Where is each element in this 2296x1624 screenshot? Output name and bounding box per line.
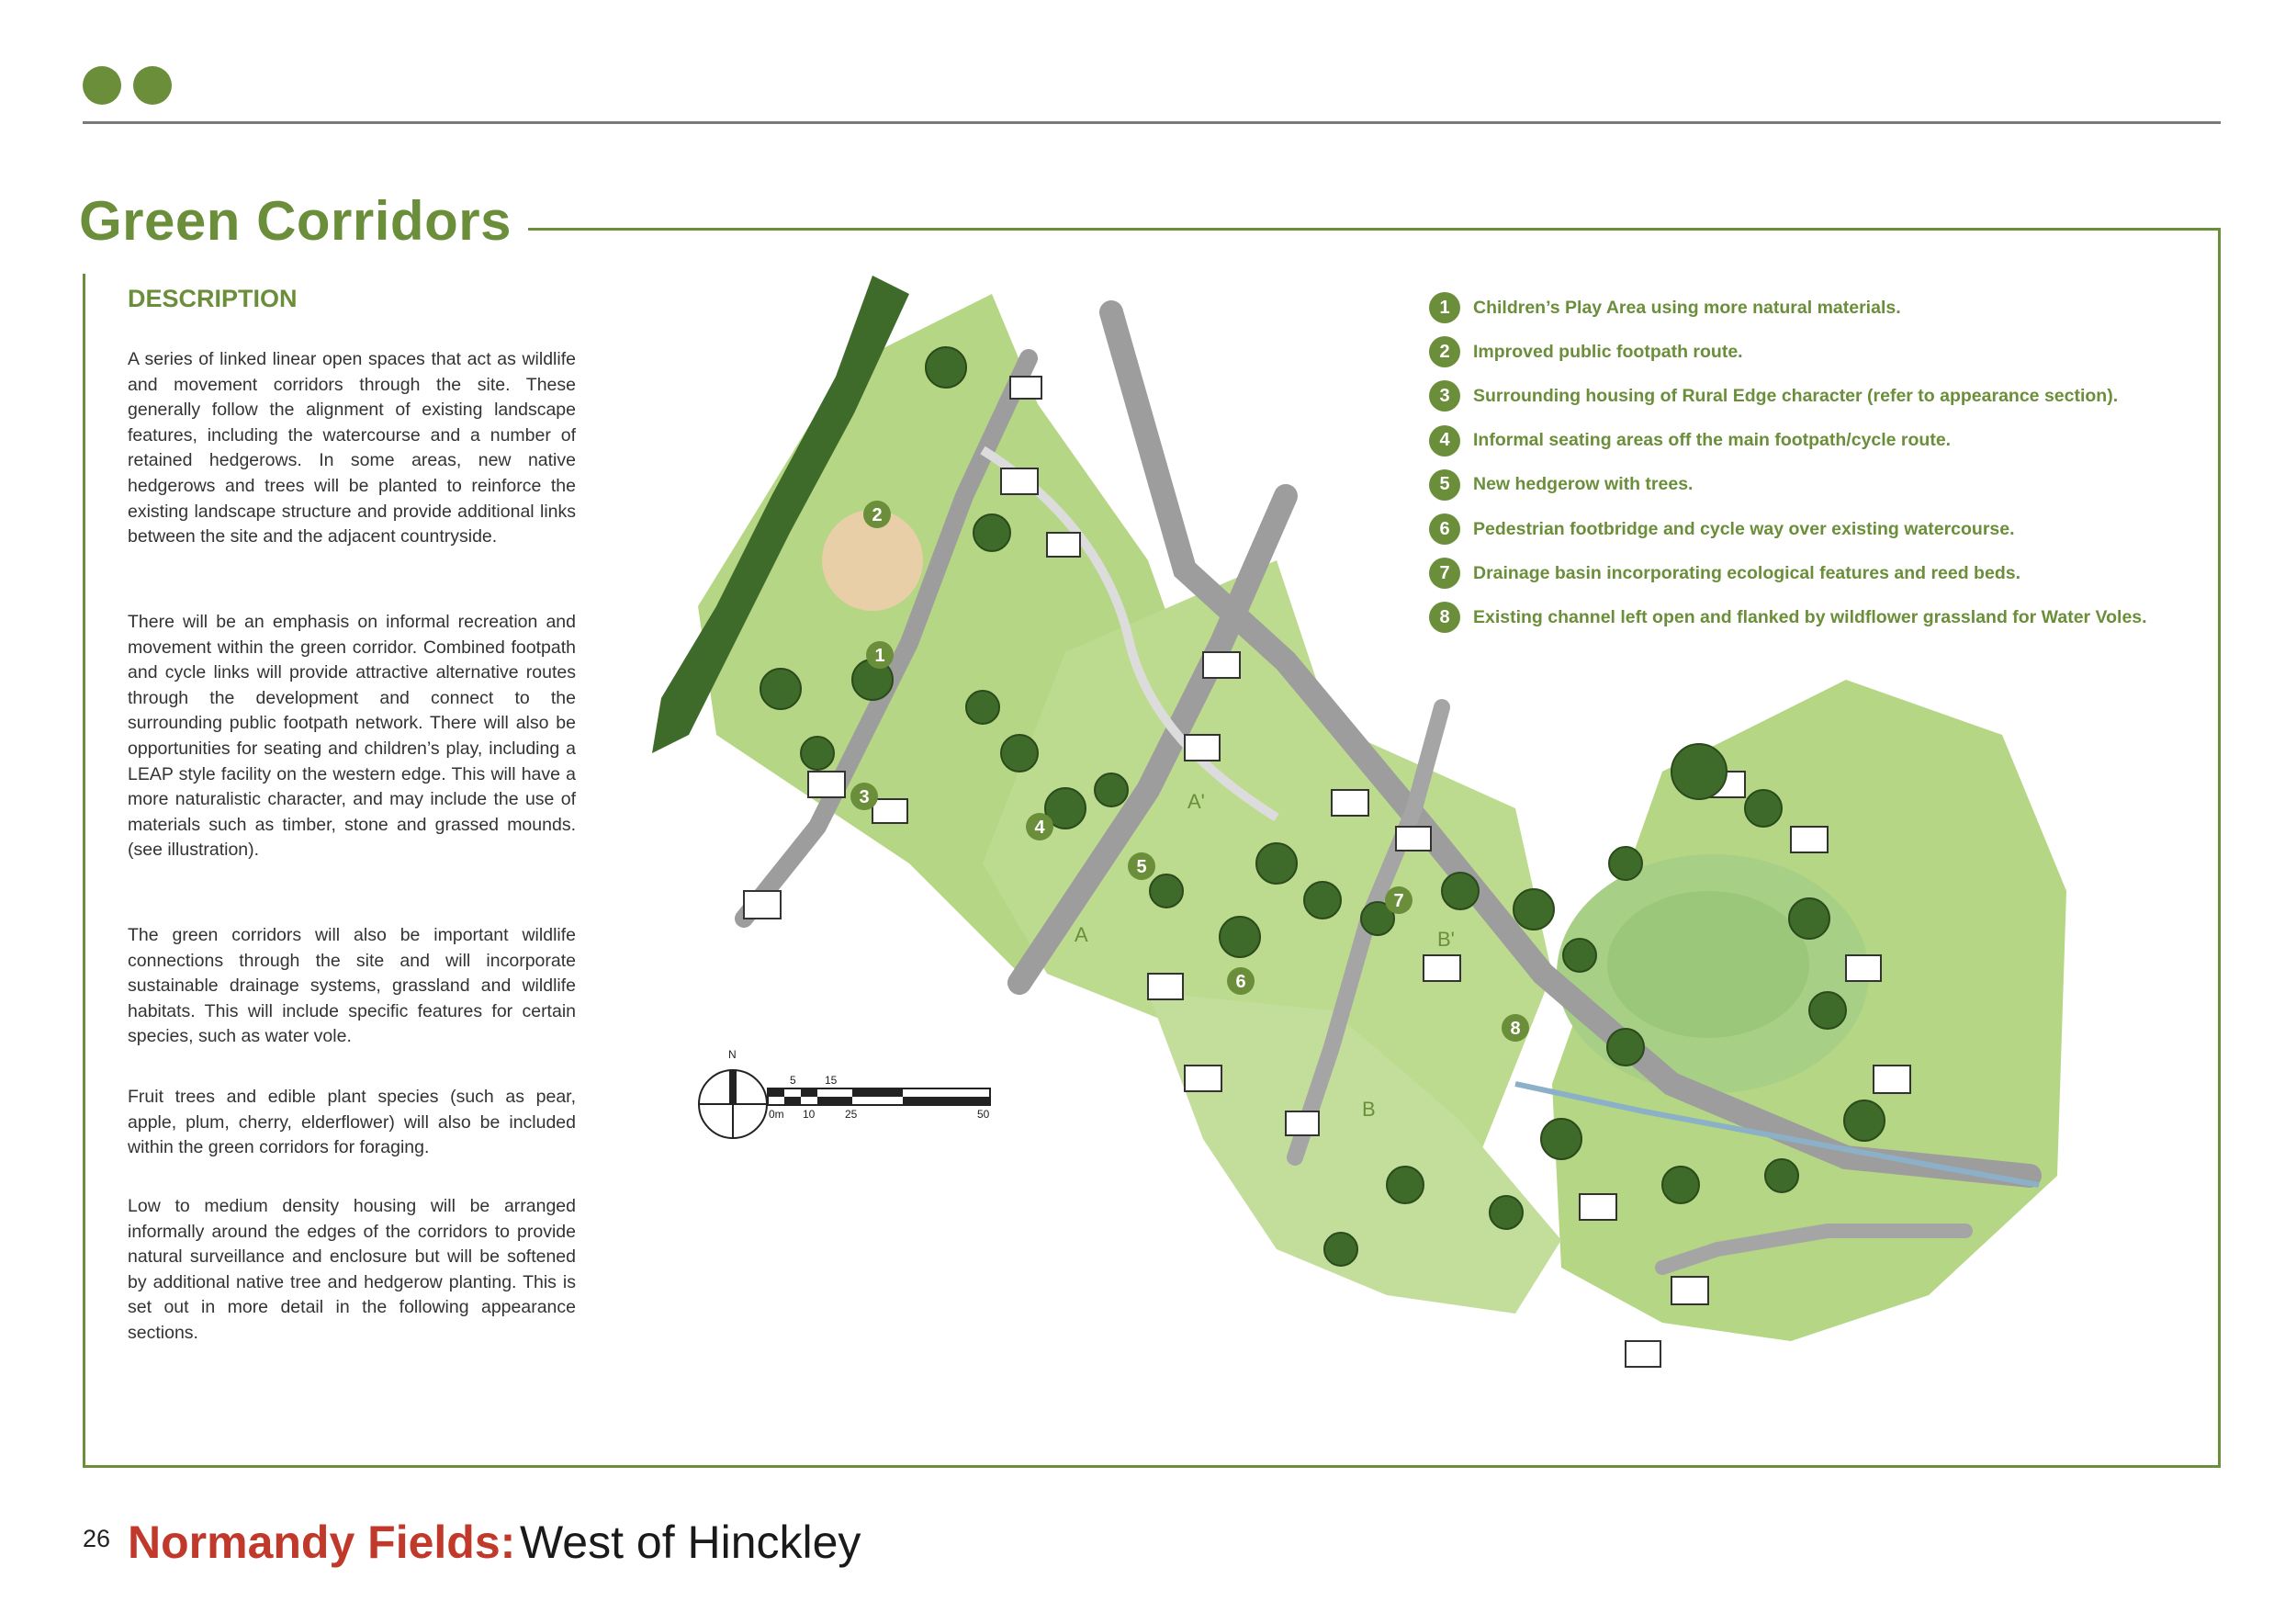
description-paragraph-5: Low to medium density housing will be arranged informally around the edges of the corridors to provide natural surveillance and enclosure but will be softened by additional native tree and hedgerow planting. This is set out in more detail in the following appearance sections. <box>128 1196 576 1343</box>
scale-label-25: 25 <box>845 1108 858 1121</box>
tree <box>1789 898 1829 939</box>
house <box>872 799 907 823</box>
section-label-b-prime: B' <box>1437 928 1455 951</box>
decor-dot-1 <box>83 66 121 105</box>
tree <box>926 347 966 388</box>
house <box>1424 955 1460 981</box>
legend-badge: 6 <box>1429 513 1460 545</box>
legend-item <box>1429 463 2219 507</box>
legend-text: Improved public footpath route. <box>1473 341 1743 362</box>
scale-label-5: 5 <box>790 1074 796 1087</box>
footer-place: West of Hinckley <box>520 1517 861 1568</box>
tree <box>1304 882 1341 919</box>
scale-bar <box>768 1074 990 1121</box>
legend-text: New hedgerow with trees. <box>1473 474 1694 495</box>
house <box>1580 1194 1616 1220</box>
house <box>1010 377 1041 399</box>
tree <box>760 669 801 709</box>
house <box>1396 827 1431 851</box>
description-heading: DESCRIPTION <box>128 285 298 312</box>
house <box>1791 827 1828 852</box>
house <box>1671 1277 1708 1304</box>
description-paragraph-1: A series of linked linear open spaces that act as wildlife and movement corridors through the site. These generally follow the alignment of existing landscape features, including the watercourse and a number of retained hedgerows. In some areas, new native hedgerows and trees will be planted to reinforce the existing landscape structure and provide additional links between the site and the adjacent countryside. <box>128 349 576 547</box>
scale-label-15: 15 <box>825 1074 838 1087</box>
legend-text: Children’s Play Area using more natural materials. <box>1473 297 1901 318</box>
legend-badge: 1 <box>1429 292 1460 323</box>
house <box>1148 974 1183 999</box>
house <box>1626 1341 1660 1367</box>
tree <box>1324 1233 1357 1266</box>
tree <box>1442 873 1479 909</box>
description-paragraph-3: The green corridors will also be important wildlife connections through the site and will incorporate sustainable drainage systems, grassland and wildlife habitats. This will include specific features for certain species, such as water vole. <box>128 925 576 1047</box>
legend-item <box>1429 419 2219 463</box>
house <box>1047 533 1080 557</box>
tree <box>1609 847 1642 880</box>
legend-badge: 4 <box>1429 425 1460 457</box>
description-paragraph-2: There will be an emphasis on informal recreation and movement within the green corridor. Combined footpath and cycle links will provide attractive alternative routes through the development and connect to the surrounding public footpath network. There will also be opportunities for seating and children’s play, including a LEAP style facility on the western edge. This will have a more naturalistic character, and may include the use of materials such as timber, stone and grassed mounds. (see illustration). <box>128 612 576 861</box>
frame-left-line <box>83 274 85 1468</box>
frame-top-line <box>528 228 2221 231</box>
legend-text: Surrounding housing of Rural Edge character (refer to appearance section). <box>1473 385 2119 406</box>
scale-label-10: 10 <box>803 1108 816 1121</box>
tree <box>1095 773 1128 806</box>
legend-item <box>1429 507 2219 551</box>
tree <box>1150 874 1183 908</box>
scale-label-0m: 0m <box>769 1108 784 1121</box>
section-label-a-prime: A' <box>1187 790 1205 813</box>
decor-dot-2 <box>133 66 172 105</box>
map-marker-label-6: 6 <box>1235 972 1246 992</box>
house <box>1846 955 1881 981</box>
legend-item <box>1429 286 2219 330</box>
section-label-b: B <box>1362 1098 1376 1121</box>
tree <box>1662 1167 1699 1203</box>
map-marker-label-5: 5 <box>1136 857 1147 877</box>
legend-badge: 8 <box>1429 602 1460 633</box>
tree <box>1563 939 1596 972</box>
map-marker-label-8: 8 <box>1510 1019 1521 1039</box>
tree <box>1809 992 1846 1029</box>
tree <box>966 691 999 724</box>
house <box>1332 790 1368 816</box>
section-label-a: A <box>1075 923 1088 946</box>
legend-text: Drainage basin incorporating ecological features and reed beds. <box>1473 562 2020 583</box>
page-title: Green Corridors <box>79 190 512 252</box>
tree <box>1001 735 1038 772</box>
tree <box>974 514 1010 551</box>
legend-item <box>1429 330 2219 374</box>
tree <box>1256 843 1297 884</box>
legend-text: Informal seating areas off the main footpath/cycle route. <box>1473 430 1952 451</box>
map-marker-label-4: 4 <box>1034 818 1045 838</box>
tree <box>1765 1159 1798 1192</box>
legend-item <box>1429 374 2219 418</box>
house <box>1203 652 1240 678</box>
house <box>1286 1111 1319 1135</box>
north-arrow <box>699 1048 767 1138</box>
north-label: N <box>728 1048 737 1061</box>
header-rule <box>83 121 2221 124</box>
tree <box>1745 790 1782 827</box>
tree <box>1490 1196 1523 1229</box>
house <box>744 891 781 919</box>
drainage-basin-inner <box>1607 891 1809 1038</box>
frame-bottom-line <box>83 1465 2221 1468</box>
map-marker-label-7: 7 <box>1393 891 1404 911</box>
tree <box>1844 1100 1885 1141</box>
tree <box>1220 917 1260 957</box>
house <box>1874 1066 1910 1093</box>
tree <box>1514 889 1554 930</box>
tree <box>1541 1119 1581 1159</box>
legend-text: Existing channel left open and flanked by wildflower grassland for Water Voles. <box>1473 606 2147 627</box>
house <box>1001 468 1038 494</box>
page-number: 26 <box>83 1525 111 1552</box>
house <box>1185 735 1220 761</box>
legend-badge: 7 <box>1429 558 1460 589</box>
legend-badge: 2 <box>1429 336 1460 367</box>
map-legend <box>1429 286 2219 640</box>
house <box>808 772 845 797</box>
tree <box>801 737 834 770</box>
map-marker-label-1: 1 <box>874 646 885 666</box>
legend-item <box>1429 595 2219 639</box>
map-marker-label-2: 2 <box>872 505 883 525</box>
legend-badge: 5 <box>1429 469 1460 501</box>
scale-label-50: 50 <box>977 1108 990 1121</box>
house <box>1185 1066 1221 1091</box>
legend-badge: 3 <box>1429 380 1460 412</box>
legend-item <box>1429 551 2219 595</box>
description-paragraph-4: Fruit trees and edible plant species (such as pear, apple, plum, cherry, elderflower) will also be included within the green corridors for foraging. <box>128 1087 576 1158</box>
tree <box>1607 1029 1644 1066</box>
map-marker-label-3: 3 <box>859 787 870 807</box>
tree <box>1387 1167 1424 1203</box>
tree <box>1671 744 1727 799</box>
legend-text: Pedestrian footbridge and cycle way over existing watercourse. <box>1473 518 2015 539</box>
footer-brand: Normandy Fields: <box>128 1517 516 1568</box>
